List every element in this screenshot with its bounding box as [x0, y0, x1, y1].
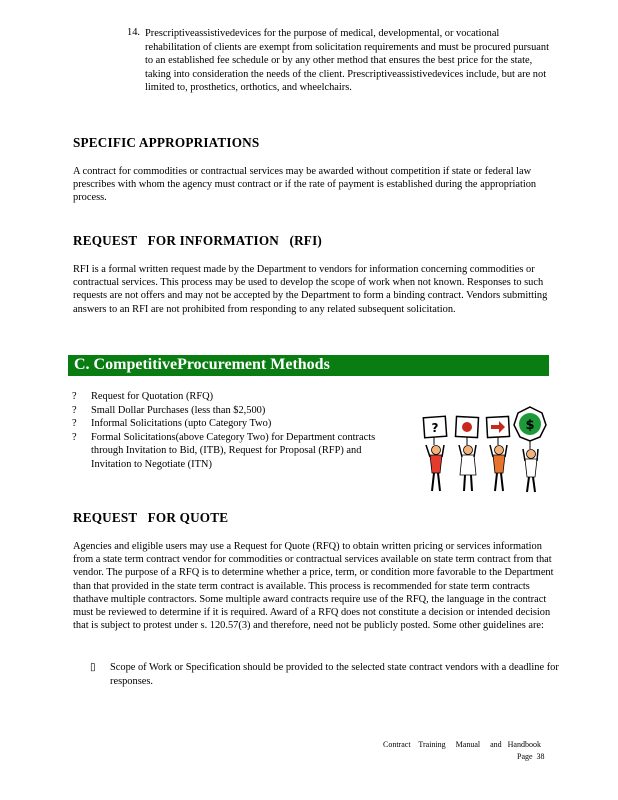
- bullet-marker: ?: [72, 391, 77, 402]
- rfq-guideline-text: Scope of Work or Specification should be provided to the selected state contract vendors with a deadline for responses.: [110, 662, 559, 687]
- bullet-marker: ?: [72, 418, 77, 429]
- rfq-text: Agencies and eligible users may use a Request for Quote (RFQ) to obtain written pricing or services information from a state term contract vendor for commodities or contractual services available on state term contract from that vendor. The purpose of a RFQ is to determine whether a price, term, or condition more favorable to the Department than that provided in the state term contract is available. This process is recommended for state term contracts thathave multiple contractors. Some multiple award contracts require use of the RFQ, the language in the contract must be reviewed to determine if it is required. Award of a RFQ does not constitute a decision or intended decision that is subject to protest under s. 120.57(3) and therefore, need not be publicly posted. Some other guidelines are:: [73, 541, 554, 632]
- specific-appropriations-text: A contract for commodities or contractual services may be awarded without competition if state or federal law prescribes with whom the agency must contract or if the rate of payment is established during the appropriation process.: [73, 166, 537, 204]
- list-item: [72, 417, 392, 431]
- item-14-text: Prescriptiveassistivedevices for the purpose of medical, developmental, or vocational rehabilitation of clients are exempt from solicitation requirements and must be procured pursuant to an established fee schedule or by any other method that ensures the best price for the state, taking into consideration the needs of the client. Prescriptiveassistivedevices include, but are not limited to, prosthetics, orthotics, and wheelchairs.: [145, 28, 549, 93]
- list-item: [72, 431, 392, 472]
- section-title: C. CompetitiveProcurement Methods: [74, 356, 330, 373]
- people-holding-signs-clipart: [410, 405, 550, 495]
- bullet-marker: ?: [72, 431, 77, 443]
- rfq-guideline-item: [90, 661, 560, 688]
- list-item-text: Formal Solicitations(above Category Two) for Department contracts through Invitation to Bid, (ITB), Request for Proposal (RFP) and Invitation to Negotiate (ITN): [91, 431, 376, 470]
- list-item: [72, 390, 392, 404]
- procurement-methods-list: [72, 390, 392, 471]
- specific-appropriations-heading: SPECIFIC APPROPRIATIONS: [73, 135, 260, 150]
- rfq-heading: REQUEST FOR QUOTE: [73, 510, 229, 525]
- sign-glyph: $: [525, 418, 535, 433]
- footer-title: Contract Training Manual and Handbook: [383, 740, 541, 749]
- list-item-text: Informal Solicitations (upto Category Two): [91, 418, 272, 429]
- list-item-text: Small Dollar Purchases (less than $2,500): [91, 404, 266, 416]
- list-number: 14.: [127, 27, 140, 38]
- bullet-marker: ?: [72, 404, 77, 416]
- bullet-marker: ▯: [90, 662, 96, 673]
- rfi-heading: REQUEST FOR INFORMATION (RFI): [73, 233, 322, 248]
- rfi-text: RFI is a formal written request made by the Department to vendors for information concerning commodities or contractual services. This process may be used to develop the scope of work when not known. Responses to such requests are not offers and may not be accepted by the Department to form a binding contract. Vendors submitting answers to an RFI are not prohibited from responding to any related subsequent solicitation.: [73, 264, 548, 315]
- list-item-text: Request for Quotation (RFQ): [91, 391, 214, 402]
- sign-glyph: ?: [431, 421, 439, 435]
- page-number: Page 38: [517, 752, 545, 761]
- list-item: [72, 404, 392, 418]
- section-banner: [68, 355, 549, 376]
